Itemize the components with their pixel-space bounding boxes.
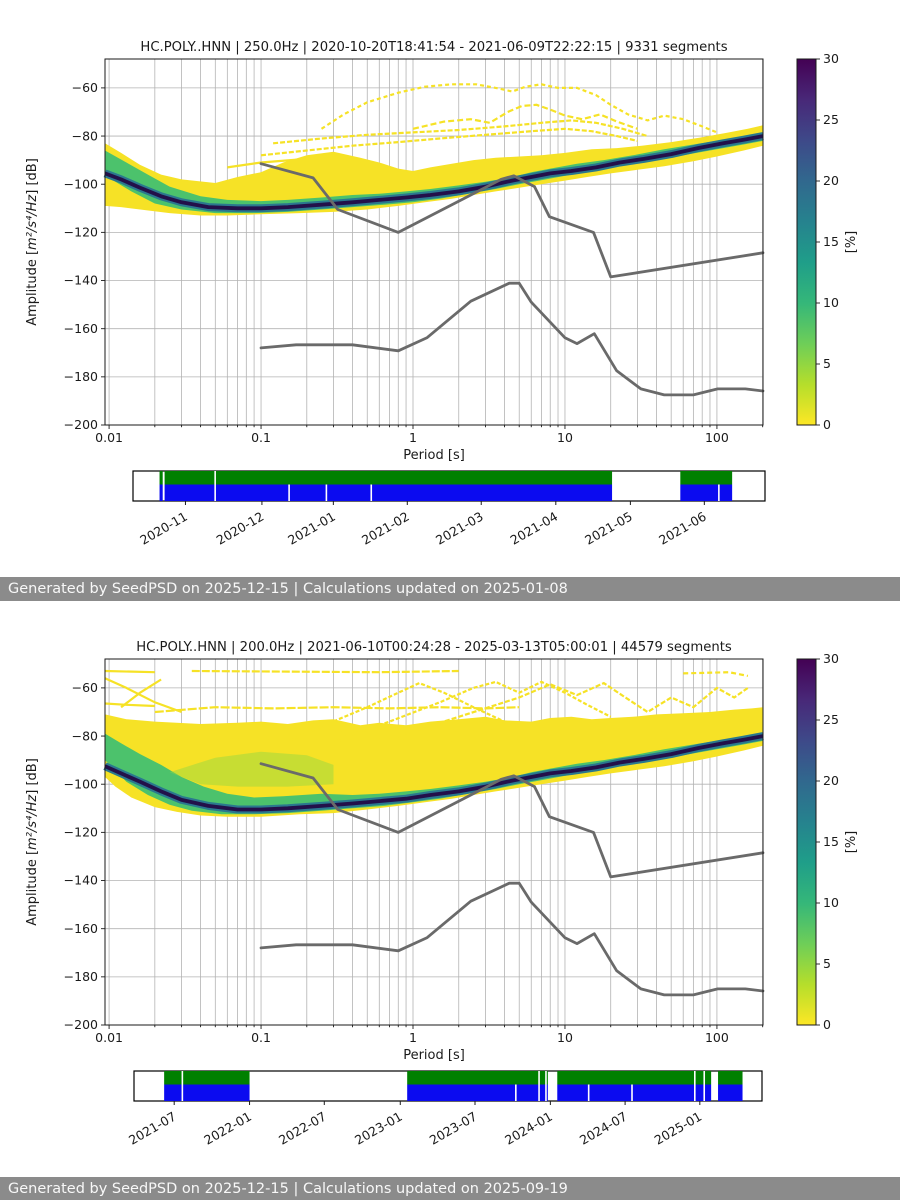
x-tick-label: 10	[557, 1030, 573, 1045]
x-tick-label: 0.1	[251, 1030, 271, 1045]
y-tick-label: −120	[63, 224, 98, 240]
y-axis-label: Amplitude [m²/s⁴/Hz] [dB]	[25, 158, 40, 326]
colorbar-tick-label: 10	[823, 295, 839, 311]
availability-tick-label: 2023-07	[426, 1108, 480, 1148]
colorbar	[797, 51, 859, 432]
colorbar-gradient	[797, 659, 816, 1025]
availability-segment-blue	[557, 1085, 711, 1102]
availability-tick-label: 2023-01	[352, 1108, 405, 1148]
availability-tick-label: 2021-03	[432, 508, 486, 548]
availability-tick-label: 2020-11	[137, 508, 190, 548]
availability-bar	[133, 471, 765, 548]
plot-title: HC.POLY..HNN | 200.0Hz | 2021-06-10T00:24:28 - 2025-03-13T05:00:01 | 44579 segments	[136, 640, 732, 655]
availability-segment-green	[680, 471, 732, 485]
y-tick-label: −120	[63, 824, 98, 840]
colorbar-tick-label: 25	[823, 712, 839, 728]
y-tick-label: −160	[63, 920, 98, 936]
colorbar-tick-label: 30	[823, 651, 839, 667]
y-axis-label: Amplitude [m²/s⁴/Hz] [dB]	[25, 758, 40, 926]
colorbar-tick-label: 20	[823, 173, 839, 189]
y-tick-label: −60	[71, 680, 98, 696]
y-tick-label: −80	[71, 728, 98, 744]
grid	[105, 59, 763, 425]
availability-tick-label: 2024-01	[502, 1108, 555, 1148]
x-axis-label: Period [s]	[403, 1048, 465, 1063]
plot-title: HC.POLY..HNN | 250.0Hz | 2020-10-20T18:41:54 - 2021-06-09T22:22:15 | 9331 segments	[140, 40, 728, 55]
x-tick-label: 0.01	[95, 1030, 124, 1045]
availability-segment-blue	[165, 485, 612, 502]
colorbar-tick-label: 15	[823, 234, 839, 250]
availability-segment-blue	[164, 1085, 249, 1102]
status-bar-generated-2: Generated by SeedPSD on 2025-12-15 | Calculations updated on 2025-09-19	[0, 1177, 900, 1200]
availability-tick-label: 2022-01	[201, 1108, 255, 1148]
x-tick-label: 10	[557, 430, 573, 445]
y-tick-label: −180	[63, 969, 98, 985]
y-tick-label: −180	[63, 369, 98, 385]
outlier-trace	[105, 671, 155, 672]
availability-tick-label: 2021-07	[125, 1108, 179, 1148]
availability-segment-green	[160, 471, 163, 485]
x-tick-label: 100	[704, 430, 729, 445]
availability-tick-label: 2024-07	[576, 1108, 630, 1148]
availability-tick-label: 2025-01	[651, 1108, 705, 1148]
colorbar-tick-label: 25	[823, 112, 839, 128]
availability-tick-label: 2021-06	[656, 508, 709, 548]
grid	[105, 659, 763, 1025]
colorbar-gradient	[797, 59, 816, 425]
outlier-trace	[155, 707, 519, 712]
availability-segment-blue	[407, 1085, 548, 1102]
colorbar-tick-label: 10	[823, 895, 839, 911]
outlier-trace	[192, 671, 459, 672]
availability-tick-label: 2020-12	[213, 508, 267, 548]
availability-segment-green	[164, 1071, 249, 1085]
ppsd-heatmap	[105, 84, 763, 215]
colorbar-tick-label: 30	[823, 51, 839, 67]
y-tick-label: −60	[71, 80, 98, 96]
colorbar-label: [%]	[844, 230, 859, 254]
y-tick-label: −140	[63, 872, 98, 888]
outlier-trace	[105, 704, 155, 707]
availability-segment-green	[557, 1071, 711, 1085]
colorbar-tick-label: 5	[823, 956, 831, 972]
colorbar-tick-label: 0	[823, 1017, 831, 1033]
x-tick-label: 100	[704, 1030, 729, 1045]
availability-segment-blue	[160, 485, 163, 502]
availability-tick-label: 2021-01	[285, 508, 338, 548]
availability-segment-blue	[680, 485, 732, 502]
availability-tick-label: 2021-04	[507, 508, 561, 548]
availability-segment-green	[165, 471, 612, 485]
colorbar-label: [%]	[844, 830, 859, 854]
axes-frame	[105, 659, 763, 1025]
availability-segment-blue	[718, 1085, 742, 1102]
y-tick-label: −140	[63, 272, 98, 288]
axes-frame	[105, 59, 763, 425]
ppsd-heatmap	[105, 671, 763, 817]
outlier-trace	[683, 672, 748, 676]
y-tick-label: −80	[71, 128, 98, 144]
colorbar	[797, 651, 859, 1032]
availability-bar	[126, 1071, 762, 1148]
y-tick-label: −200	[63, 1017, 98, 1033]
y-tick-label: −160	[63, 320, 98, 336]
outlier-trace	[105, 678, 182, 712]
availability-tick-label: 2022-07	[276, 1108, 329, 1148]
colorbar-tick-label: 20	[823, 773, 839, 789]
nlnm-curve	[261, 883, 763, 995]
figure-1	[25, 40, 859, 548]
status-bar-generated-1: Generated by SeedPSD on 2025-12-15 | Calculations updated on 2025-01-08	[0, 577, 900, 601]
x-tick-label: 0.1	[251, 430, 271, 445]
availability-segment-green	[407, 1071, 548, 1085]
nlnm-curve	[261, 283, 763, 395]
y-tick-label: −200	[63, 417, 98, 433]
x-axis-label: Period [s]	[403, 448, 465, 463]
x-tick-label: 1	[409, 1030, 417, 1045]
y-tick-label: −100	[63, 176, 98, 192]
colorbar-tick-label: 0	[823, 417, 831, 433]
colorbar-tick-label: 15	[823, 834, 839, 850]
availability-tick-label: 2021-02	[359, 508, 412, 548]
y-tick-label: −100	[63, 776, 98, 792]
x-tick-label: 0.01	[95, 430, 124, 445]
availability-tick-label: 2021-05	[582, 508, 635, 548]
figure-2	[25, 640, 859, 1148]
availability-segment-green	[718, 1071, 742, 1085]
colorbar-tick-label: 5	[823, 356, 831, 372]
x-tick-label: 1	[409, 430, 417, 445]
